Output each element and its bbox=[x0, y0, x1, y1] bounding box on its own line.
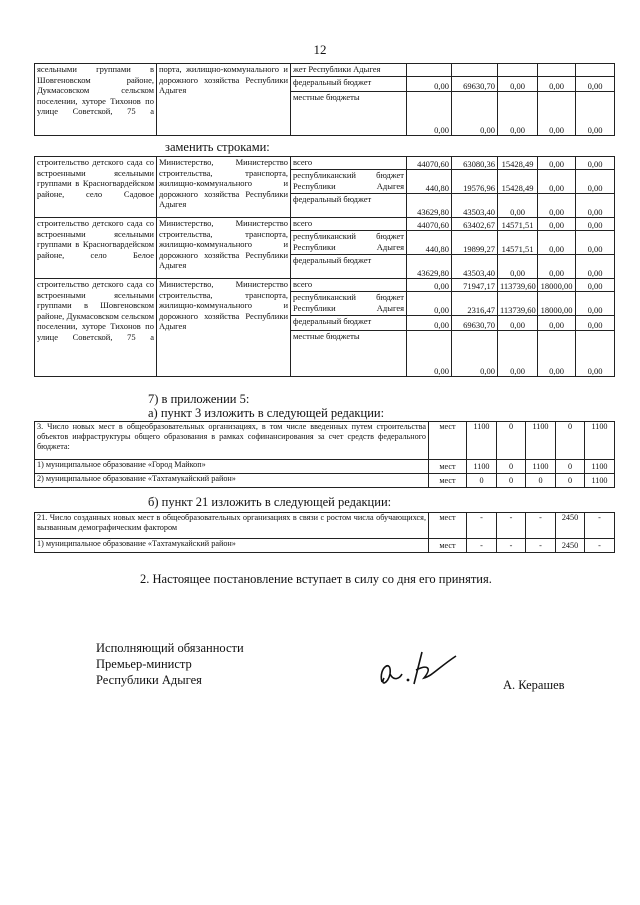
value-cell: 0,00 bbox=[407, 331, 452, 377]
value-cell: 0,00 bbox=[538, 92, 576, 136]
value-cell: 0,00 bbox=[538, 316, 576, 331]
value-cell: 0 bbox=[556, 474, 585, 488]
value-cell: 1100 bbox=[467, 460, 497, 474]
indicator-cell: 2) муниципальное образование «Тахтамукайский район» bbox=[35, 474, 429, 488]
value-cell bbox=[407, 64, 452, 77]
value-cell: 2450 bbox=[556, 513, 585, 539]
value-cell: 0,00 bbox=[452, 92, 498, 136]
unit-cell: мест bbox=[429, 539, 467, 553]
signatory-line: Республики Адыгея bbox=[96, 673, 202, 687]
value-cell: 0,00 bbox=[498, 331, 538, 377]
indicator-cell: 1) муниципальное образование «Тахтамукайский район» bbox=[35, 539, 429, 553]
value-cell: 0 bbox=[467, 474, 497, 488]
value-cell: 0 bbox=[497, 460, 526, 474]
source-cell: местные бюджеты bbox=[291, 92, 407, 136]
value-cell: 0,00 bbox=[576, 194, 615, 218]
value-cell: 0,00 bbox=[576, 231, 615, 255]
unit-cell: мест bbox=[429, 513, 467, 539]
value-cell bbox=[452, 64, 498, 77]
value-cell: 0,00 bbox=[407, 77, 452, 92]
value-cell: 14571,51 bbox=[498, 231, 538, 255]
value-cell: 0,00 bbox=[407, 292, 452, 316]
value-cell: 0,00 bbox=[498, 92, 538, 136]
unit-cell: мест bbox=[429, 460, 467, 474]
value-cell bbox=[538, 64, 576, 77]
signatory-line: Премьер-министр bbox=[96, 657, 192, 671]
value-cell: 0 bbox=[556, 460, 585, 474]
source-cell: федеральный бюджет bbox=[291, 316, 407, 331]
value-cell: 0,00 bbox=[538, 331, 576, 377]
value-cell: 0,00 bbox=[538, 231, 576, 255]
source-cell: всего bbox=[291, 218, 407, 231]
value-cell: 113739,60 bbox=[498, 279, 538, 292]
value-cell: 0,00 bbox=[576, 255, 615, 279]
value-cell: 44070,60 bbox=[407, 218, 452, 231]
page-number: 12 bbox=[313, 42, 327, 57]
value-cell: 63080,36 bbox=[452, 157, 498, 170]
value-cell: 71947,17 bbox=[452, 279, 498, 292]
signatory-name: А. Керашев bbox=[503, 678, 565, 692]
value-cell: 0 bbox=[497, 422, 526, 460]
value-cell: - bbox=[526, 513, 556, 539]
value-cell: 43503,40 bbox=[452, 255, 498, 279]
value-cell: 440,80 bbox=[407, 231, 452, 255]
value-cell: 0,00 bbox=[452, 331, 498, 377]
executor-cell: Министерство, Министерство строительства, транспорта, жилищно-коммунального и дорожного хозяйства Республики Адыгея bbox=[157, 157, 291, 218]
indicator-cell: 1) муниципальное образование «Город Майкоп» bbox=[35, 460, 429, 474]
source-cell: республиканский бюджет Республики Адыгея bbox=[291, 292, 407, 316]
source-cell: федеральный бюджет bbox=[291, 255, 407, 279]
value-cell: 1100 bbox=[585, 460, 615, 474]
value-cell: 1100 bbox=[526, 422, 556, 460]
value-cell: 0,00 bbox=[407, 279, 452, 292]
point3-heading: а) пункт 3 изложить в следующей редакции: bbox=[148, 406, 385, 420]
value-cell: 0,00 bbox=[538, 255, 576, 279]
value-cell: 18000,00 bbox=[538, 279, 576, 292]
value-cell: 19899,27 bbox=[452, 231, 498, 255]
value-cell: - bbox=[585, 539, 615, 553]
source-cell: республиканский бюджет Республики Адыгея bbox=[291, 170, 407, 194]
value-cell: 0 bbox=[526, 474, 556, 488]
value-cell: 0 bbox=[497, 474, 526, 488]
value-cell: - bbox=[526, 539, 556, 553]
source-cell: жет Республики Адыгея bbox=[291, 64, 407, 77]
value-cell: 0,00 bbox=[576, 77, 615, 92]
value-cell: 44070,60 bbox=[407, 157, 452, 170]
source-cell: всего bbox=[291, 157, 407, 170]
appendix-heading: 7) в приложении 5: bbox=[148, 392, 250, 406]
value-cell: 0,00 bbox=[498, 316, 538, 331]
value-cell: - bbox=[467, 513, 497, 539]
source-cell: федеральный бюджет bbox=[291, 194, 407, 218]
object-cell: строительство детского сада со встроенными ясельными группами в Красногвардейском районе, село Садовое bbox=[35, 157, 157, 218]
value-cell: 69630,70 bbox=[452, 77, 498, 92]
replacement-finance-table bbox=[34, 156, 615, 377]
continued-finance-table bbox=[34, 63, 615, 136]
value-cell: 2450 bbox=[556, 539, 585, 553]
value-cell: 2316,47 bbox=[452, 292, 498, 316]
value-cell: 0,00 bbox=[407, 92, 452, 136]
value-cell: 113739,60 bbox=[498, 292, 538, 316]
source-cell: федеральный бюджет bbox=[291, 77, 407, 92]
value-cell: 0,00 bbox=[538, 194, 576, 218]
value-cell: 18000,00 bbox=[538, 292, 576, 316]
value-cell: 43629,80 bbox=[407, 255, 452, 279]
value-cell: 0,00 bbox=[576, 218, 615, 231]
value-cell: 15428,49 bbox=[498, 157, 538, 170]
value-cell: 1100 bbox=[585, 474, 615, 488]
value-cell bbox=[498, 64, 538, 77]
value-cell: 0,00 bbox=[538, 77, 576, 92]
source-cell: республиканский бюджет Республики Адыгея bbox=[291, 231, 407, 255]
value-cell: 19576,96 bbox=[452, 170, 498, 194]
value-cell: 0,00 bbox=[498, 77, 538, 92]
handwritten-signature bbox=[372, 638, 462, 698]
value-cell: - bbox=[497, 513, 526, 539]
value-cell: 1100 bbox=[467, 422, 497, 460]
point21-heading: б) пункт 21 изложить в следующей редакции: bbox=[148, 495, 392, 509]
value-cell: 0,00 bbox=[538, 218, 576, 231]
replace-heading: заменить строками: bbox=[165, 140, 270, 154]
value-cell bbox=[576, 64, 615, 77]
value-cell: 440,80 bbox=[407, 170, 452, 194]
unit-cell: мест bbox=[429, 474, 467, 488]
object-cell: строительство детского сада со встроенными ясельными группами в Красногвардейском районе, село Белое bbox=[35, 218, 157, 279]
value-cell: 0,00 bbox=[576, 157, 615, 170]
value-cell: 0,00 bbox=[576, 92, 615, 136]
point21-table bbox=[34, 512, 615, 553]
value-cell: 1100 bbox=[526, 460, 556, 474]
executor-cell: Министерство, Министерство строительства, транспорта, жилищно-коммунального и дорожного хозяйства Республики Адыгея bbox=[157, 279, 291, 377]
source-cell: всего bbox=[291, 279, 407, 292]
indicator-cell: 3. Число новых мест в общеобразовательных организациях, в том числе введенных путем строительства объектов инфраструктуры общего образования в рамках софинансирования за счет средств федерального бюджета: bbox=[35, 422, 429, 460]
value-cell: 0,00 bbox=[538, 157, 576, 170]
value-cell: 1100 bbox=[585, 422, 615, 460]
value-cell: 0,00 bbox=[538, 170, 576, 194]
value-cell: - bbox=[467, 539, 497, 553]
value-cell: 0,00 bbox=[407, 316, 452, 331]
value-cell: 0,00 bbox=[498, 194, 538, 218]
value-cell: 43629,80 bbox=[407, 194, 452, 218]
executor-cell: Министерство, Министерство строительства, транспорта, жилищно-коммунального и дорожного хозяйства Республики Адыгея bbox=[157, 218, 291, 279]
value-cell: - bbox=[497, 539, 526, 553]
point3-table bbox=[34, 421, 615, 488]
value-cell: 14571,51 bbox=[498, 218, 538, 231]
value-cell: 0,00 bbox=[576, 316, 615, 331]
value-cell: - bbox=[585, 513, 615, 539]
value-cell: 0 bbox=[556, 422, 585, 460]
object-cell: ясельными группами в Шовгеновском районе, Дукмасовском сельском поселении, хуторе Тихонов по улице Советской, 75 а bbox=[35, 64, 157, 136]
value-cell: 0,00 bbox=[576, 331, 615, 377]
object-cell: строительство детского сада со встроенными ясельными группами в Шовгеновском районе, Дукмасовском сельском поселении, хуторе Тихонов по улице Советской, 75 а bbox=[35, 279, 157, 377]
value-cell: 43503,40 bbox=[452, 194, 498, 218]
value-cell: 0,00 bbox=[498, 255, 538, 279]
executor-cell: порта, жилищно-коммунального и дорожного хозяйства Республики Адыгея bbox=[157, 64, 291, 136]
indicator-cell: 21. Число созданных новых мест в общеобразовательных организациях в связи с ростом числа обучающихся, вызванным демографическим фактором bbox=[35, 513, 429, 539]
value-cell: 15428,49 bbox=[498, 170, 538, 194]
value-cell: 0,00 bbox=[576, 170, 615, 194]
value-cell: 69630,70 bbox=[452, 316, 498, 331]
source-cell: местные бюджеты bbox=[291, 331, 407, 377]
value-cell: 0,00 bbox=[576, 292, 615, 316]
signatory-line: Исполняющий обязанности bbox=[96, 641, 244, 655]
unit-cell: мест bbox=[429, 422, 467, 460]
value-cell: 0,00 bbox=[576, 279, 615, 292]
signatory-title bbox=[96, 640, 244, 688]
closing-paragraph: 2. Настоящее постановление вступает в силу со дня его принятия. bbox=[140, 572, 492, 586]
value-cell: 63402,67 bbox=[452, 218, 498, 231]
